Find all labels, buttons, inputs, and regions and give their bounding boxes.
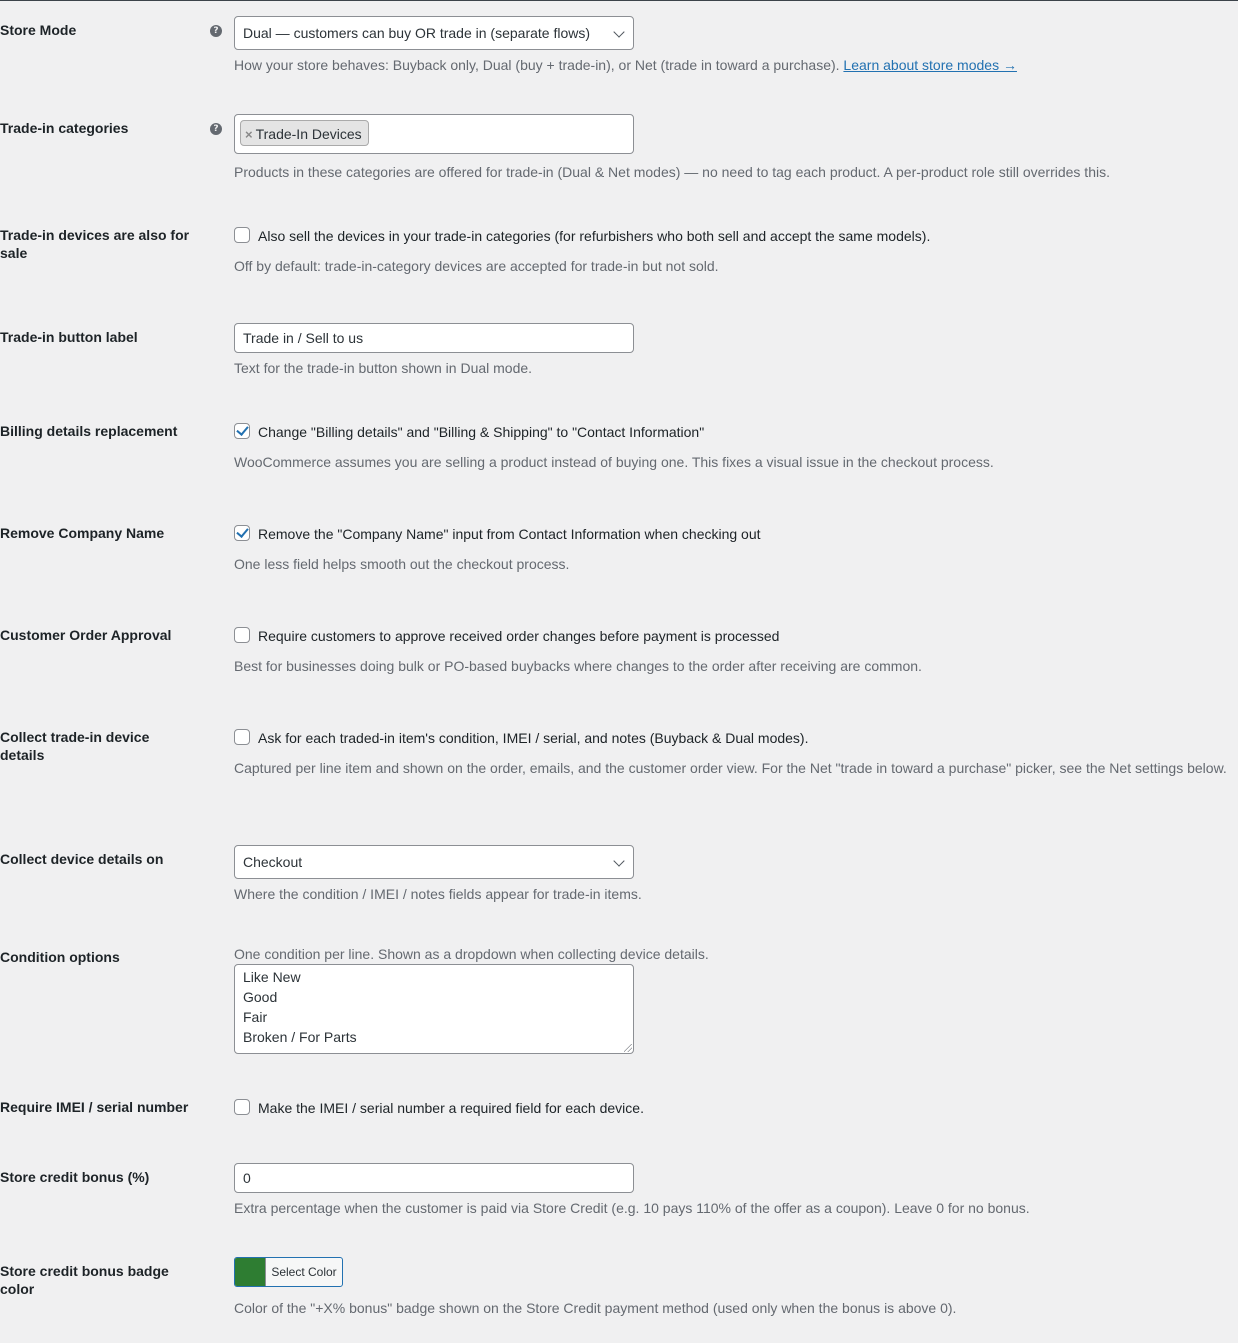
billing-replacement-label: Billing details replacement [0,423,178,439]
tradein-categories-label: Trade-in categories [0,120,129,136]
store-mode-value: Dual — customers can buy OR trade in (separate flows) [243,25,591,41]
details-on-description: Where the condition / IMEI / notes fields appear for trade-in items. [234,886,642,902]
select-color-label: Select Color [271,1265,337,1279]
remove-company-description: One less field helps smooth out the checkout process. [234,556,570,572]
collect-details-checkbox[interactable] [234,729,250,745]
remove-company-checkbox-label: Remove the "Company Name" input from Contact Information when checking out [258,526,761,542]
badge-color-description: Color of the "+X% bonus" badge shown on the Store Credit payment method (used only when the bonus is above 0). [234,1300,957,1316]
condition-options-description: One condition per line. Shown as a dropdown when collecting device details. [234,946,709,962]
resize-grip-icon[interactable] [624,1044,632,1052]
learn-store-modes-link[interactable]: Learn about store modes → [843,57,1017,73]
condition-options-textarea[interactable] [234,964,634,1054]
condition-line: Like New [243,969,301,985]
color-swatch [235,1258,266,1286]
button-label-input[interactable]: Trade in / Sell to us [234,323,634,353]
devices-for-sale-checkbox-label: Also sell the devices in your trade-in categories (for refurbishers who both sell and accept the same models). [258,228,931,244]
order-approval-checkbox-label: Require customers to approve received order changes before payment is processed [258,628,780,644]
top-border [0,0,1238,1]
devices-for-sale-label: Trade-in devices are also for sale [0,227,190,261]
store-mode-description [234,55,1017,75]
credit-bonus-input[interactable]: 0 [234,1163,634,1193]
store-mode-description-text: How your store behaves: Buyback only, Dual (buy + trade-in), or Net (trade in toward a purchase). [234,57,840,73]
billing-replacement-checkbox[interactable] [234,423,250,439]
billing-replacement-checkbox-label: Change "Billing details" and "Billing & Shipping" to "Contact Information" [258,424,705,440]
condition-line: Good [243,989,278,1005]
order-approval-label: Customer Order Approval [0,627,172,643]
collect-details-checkbox-label: Ask for each traded-in item's condition, IMEI / serial, and notes (Buyback & Dual modes). [258,730,809,746]
category-chip-label: Trade-In Devices [255,126,362,142]
help-icon[interactable]: ? [210,25,222,37]
collect-details-description: Captured per line item and shown on the order, emails, and the customer order view. For the Net "trade in toward a purchase" picker, see the Net settings below. [234,760,1227,776]
billing-replacement-description: WooCommerce assumes you are selling a product instead of buying one. This fixes a visual issue in the checkout process. [234,454,994,470]
details-on-select[interactable] [234,845,634,879]
category-chip [240,120,369,146]
chevron-down-icon [613,855,624,866]
tradein-categories-multiselect[interactable] [234,114,634,154]
help-icon[interactable]: ? [210,123,222,135]
details-on-label: Collect device details on [0,851,164,867]
condition-options-label: Condition options [0,949,120,965]
order-approval-description: Best for businesses doing bulk or PO-based buybacks where changes to the order after receiving are common. [234,658,922,674]
button-label-label: Trade-in button label [0,329,138,345]
collect-details-label: Collect trade-in device details [0,729,150,763]
button-label-description: Text for the trade-in button shown in Dual mode. [234,360,533,376]
condition-line: Fair [243,1009,268,1025]
credit-bonus-label: Store credit bonus (%) [0,1169,150,1185]
devices-for-sale-description: Off by default: trade-in-category devices are accepted for trade-in but not sold. [234,258,719,274]
require-imei-checkbox-label: Make the IMEI / serial number a required field for each device. [258,1100,644,1116]
select-color-button[interactable] [234,1257,343,1287]
credit-bonus-description: Extra percentage when the customer is paid via Store Credit (e.g. 10 pays 110% of the offer as a coupon). Leave 0 for no bonus. [234,1200,1030,1216]
remove-company-label: Remove Company Name [0,525,165,541]
tradein-categories-description: Products in these categories are offered for trade-in (Dual & Net modes) — no need to tag each product. A per-product role still overrides this. [234,164,1110,180]
store-mode-select[interactable] [234,16,634,50]
chevron-down-icon [613,26,624,37]
remove-chip-icon[interactable]: × [245,127,253,142]
devices-for-sale-checkbox[interactable] [234,227,250,243]
store-mode-label: Store Mode [0,22,77,38]
require-imei-label: Require IMEI / serial number [0,1099,189,1115]
badge-color-label: Store credit bonus badge color [0,1263,169,1297]
require-imei-checkbox[interactable] [234,1099,250,1115]
details-on-value: Checkout [243,854,303,870]
condition-line: Broken / For Parts [243,1029,357,1045]
order-approval-checkbox[interactable] [234,627,250,643]
remove-company-checkbox[interactable] [234,525,250,541]
